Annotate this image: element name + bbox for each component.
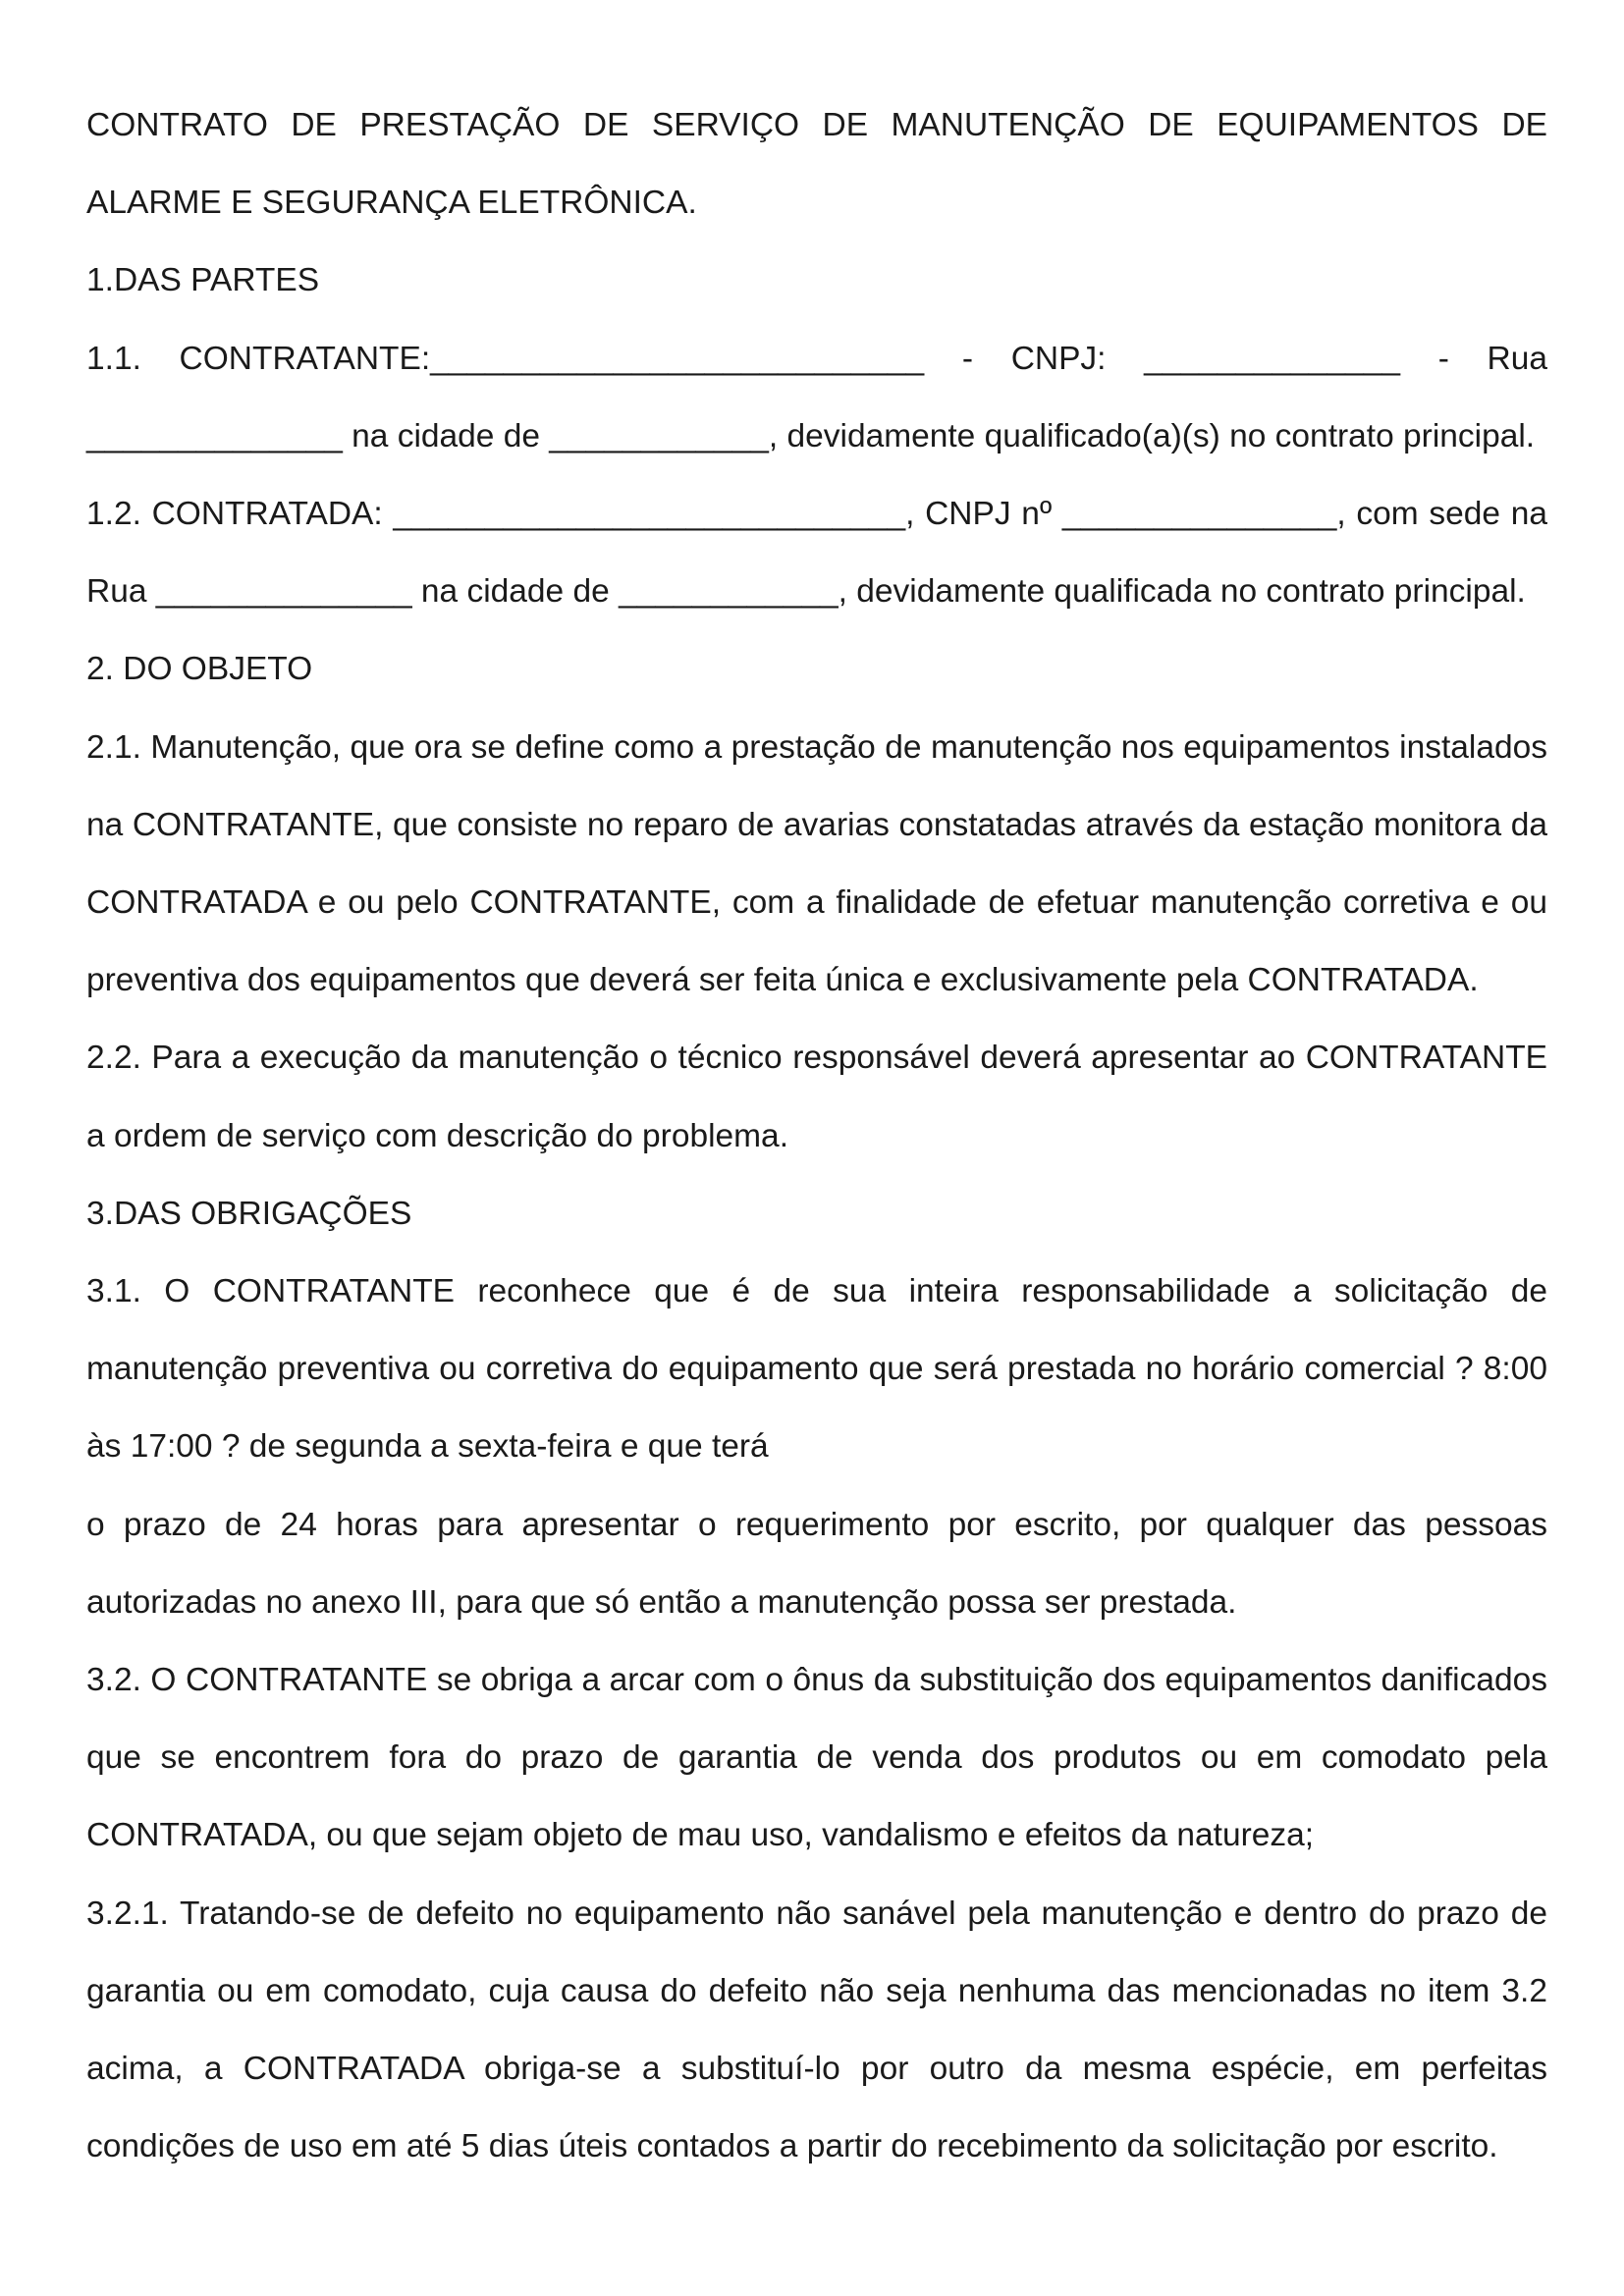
section-heading-obrigacoes: 3.DAS OBRIGAÇÕES: [86, 1195, 412, 1232]
clause-2-1: 2.1. Manutenção, que ora se define como a prestação de manutenção nos equipamentos instalados na CONTRATANTE, que consiste no reparo de avarias constatadas através da estação monitora da CONTRATADA e ou pelo CONTRATANTE, com a finalidade de efetuar manutenção corretiva e ou preventiva dos equipamentos que deverá ser feita única e exclusivamente pela CONTRATADA.: [86, 728, 1547, 999]
document-title: CONTRATO DE PRESTAÇÃO DE SERVIÇO DE MANUTENÇÃO DE EQUIPAMENTOS DE ALARME E SEGURANÇA ELETRÔNICA.: [86, 107, 1547, 222]
document-body: [86, 86, 1557, 2185]
clause-1-1: 1.1. CONTRATANTE:___________________________ - CNPJ: ______________ - Rua ______________ na cidade de ____________, devidamente qualificado(a)(s) no contrato principal.: [86, 340, 1557, 454]
clause-3-2: 3.2. O CONTRATANTE se obriga a arcar com o ônus da substituição dos equipamentos danificados que se encontrem fora do prazo de garantia de venda dos produtos ou em comodato pela CONTRATADA, ou que sejam objeto de mau uso, vandalismo e efeitos da natureza;: [86, 1662, 1547, 1854]
clause-3-2-1: 3.2.1. Tratando-se de defeito no equipamento não sanável pela manutenção e dentro do prazo de garantia ou em comodato, cuja causa do defeito não seja nenhuma das mencionadas no item 3.2 acima, a CONTRATADA obriga-se a substituí-lo por outro da mesma espécie, em perfeitas condições de uso em até 5 dias úteis contados a partir do recebimento da solicitação por escrito.: [86, 1895, 1547, 2165]
clause-3-1-part-b: o prazo de 24 horas para apresentar o requerimento por escrito, por qualquer das pessoas autorizadas no anexo III, para que só então a manutenção possa ser prestada.: [86, 1506, 1547, 1621]
clause-2-2: 2.2. Para a execução da manutenção o técnico responsável deverá apresentar ao CONTRATANTE a ordem de serviço com descrição do problema.: [86, 1040, 1547, 1154]
clause-1-2: 1.2. CONTRATADA: ____________________________, CNPJ nº _______________, com sede na Rua ______________ na cidade de ____________, devidamente qualificada no contrato principal.: [86, 496, 1547, 611]
clause-3-1-part-a: 3.1. O CONTRATANTE reconhece que é de sua inteira responsabilidade a solicitação de manutenção preventiva ou corretiva do equipamento que será prestada no horário comercial ? 8:00 às 17:00 ? de segunda a sexta-feira e que terá: [86, 1273, 1547, 1466]
section-heading-objeto: 2. DO OBJETO: [86, 651, 313, 688]
section-heading-partes: 1.DAS PARTES: [86, 262, 320, 299]
